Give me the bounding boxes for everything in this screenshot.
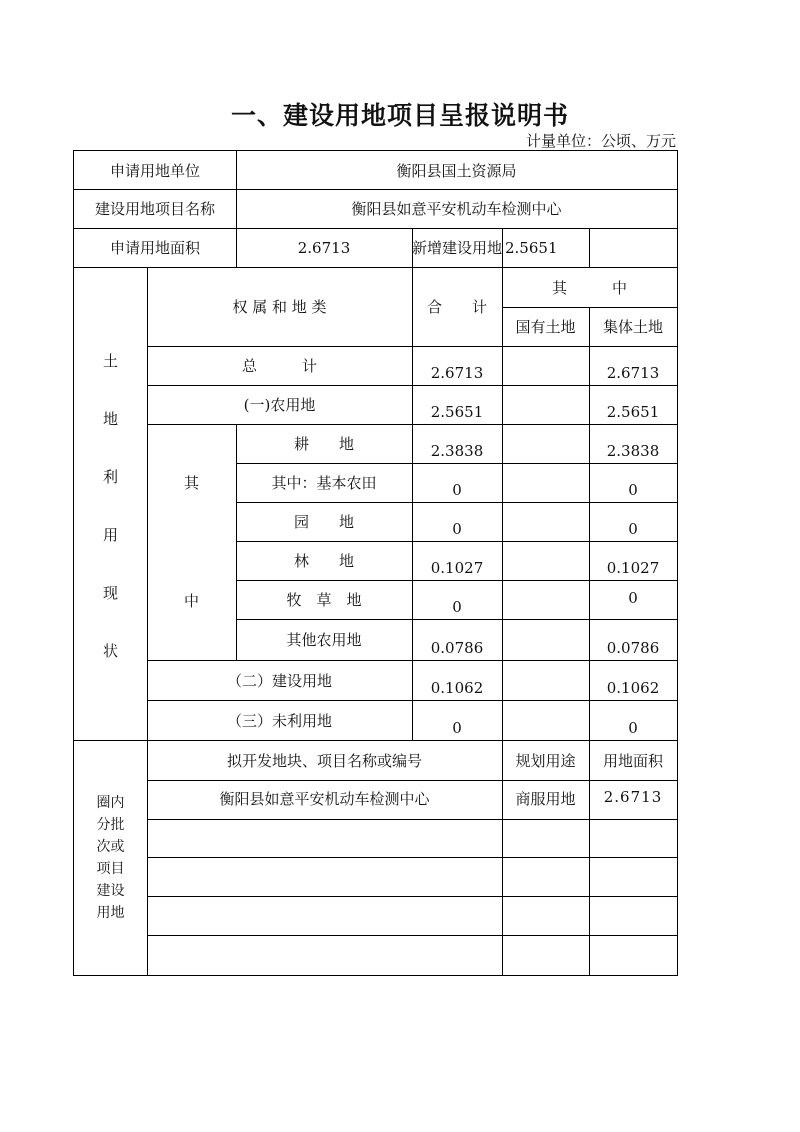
row-collective: 0.0786 [606, 639, 660, 657]
row-total: 2.5651 [430, 403, 484, 421]
new-construction-label: 新增建设用地 [412, 239, 503, 257]
batch-side-label [74, 740, 147, 975]
batch-row-area [589, 819, 677, 857]
row-state [502, 463, 589, 502]
batch-row-purpose: 商服用地 [515, 790, 576, 808]
batch-row-name: 衡阳县如意平安机动车检测中心 [219, 790, 430, 808]
row-state [502, 346, 589, 385]
batch-name-header: 拟开发地块、项目名称或编号 [226, 751, 422, 770]
row-state [502, 541, 589, 580]
applicant-value: 衡阳县国土资源局 [396, 161, 517, 180]
row-total: 0.1062 [430, 679, 484, 697]
batch-row-purpose [502, 857, 589, 896]
unit-note: 计量单位：公顷、万元 [525, 132, 676, 150]
row-total: 0.1027 [430, 559, 484, 577]
row-total: 0 [452, 598, 462, 616]
page-title: 一、建设用地项目呈报说明书 [230, 101, 569, 130]
row-state [502, 700, 589, 740]
batch-row-area: 2.6713 [603, 788, 663, 806]
row-label: (一)农用地 [243, 396, 316, 414]
new-construction-value: 2.5651 [505, 238, 558, 257]
row-state [502, 502, 589, 541]
batch-row-purpose [502, 896, 589, 935]
of-which-header: 其 中 [551, 278, 627, 297]
other-side-label [147, 424, 236, 660]
side-char: 地 [102, 410, 118, 428]
side-char: 中 [183, 592, 199, 610]
side-char: 状 [102, 642, 118, 660]
row-state [502, 385, 589, 424]
side-char: 项目 [96, 860, 125, 877]
collective-land-header: 集体土地 [602, 318, 663, 336]
batch-area-header: 用地面积 [602, 751, 663, 770]
area-value: 2.6713 [297, 238, 351, 257]
applicant-label: 申请用地单位 [109, 161, 200, 180]
batch-purpose-header: 规划用途 [515, 751, 576, 770]
row-total: 0 [452, 481, 462, 499]
side-char: 利 [102, 468, 118, 486]
side-char: 次或 [96, 838, 125, 855]
row-label: 总 计 [241, 357, 317, 375]
row-label: 耕 地 [293, 435, 354, 453]
row-total: 2.6713 [430, 364, 484, 382]
batch-row-area [589, 857, 677, 896]
side-char: 用地 [96, 904, 125, 921]
category-header: 权 属 和 地 类 [232, 298, 327, 316]
batch-row-name [147, 819, 502, 857]
row-label: （三）未利用地 [226, 711, 332, 730]
side-char: 用 [102, 526, 118, 544]
row-label: 林 地 [293, 552, 354, 570]
row-label: 园 地 [293, 513, 354, 531]
row-collective: 0 [628, 481, 638, 499]
row-collective: 2.3838 [606, 442, 660, 460]
row-state [502, 619, 589, 660]
state-land-header: 国有土地 [515, 318, 576, 336]
row-state [502, 580, 589, 619]
side-char: 建设 [96, 882, 125, 899]
row-total: 0.0786 [430, 639, 484, 657]
row-label: 其中：基本农田 [271, 474, 377, 492]
batch-row-name [147, 896, 502, 935]
row-total: 2.3838 [430, 442, 484, 460]
row-state [502, 424, 589, 463]
batch-row-purpose [502, 935, 589, 975]
batch-row-name [147, 857, 502, 896]
total-header: 合 计 [426, 298, 487, 316]
batch-row-area [589, 935, 677, 975]
side-char: 现 [102, 584, 118, 602]
row-state [502, 660, 589, 700]
row-label: 其他农用地 [286, 631, 362, 649]
row-collective: 2.6713 [606, 364, 660, 382]
project-value: 衡阳县如意平安机动车检测中心 [351, 200, 562, 218]
row-label: 牧 草 地 [286, 591, 362, 609]
row-collective: 0 [628, 719, 638, 737]
batch-row-name [147, 935, 502, 975]
side-char: 土 [102, 352, 118, 370]
side-char: 圈内 [96, 794, 125, 811]
side-char: 其 [183, 474, 199, 492]
batch-row-purpose [502, 819, 589, 857]
row-collective: 2.5651 [606, 403, 660, 421]
row-collective: 0.1062 [606, 679, 660, 697]
row-collective: 0.1027 [606, 559, 660, 577]
application-form [73, 150, 678, 976]
project-label: 建设用地项目名称 [94, 200, 215, 218]
row-label: （二）建设用地 [226, 671, 332, 690]
row-collective: 0 [628, 520, 638, 538]
row-total: 0 [452, 520, 462, 538]
side-char: 分批 [96, 816, 125, 833]
row-collective: 0 [628, 589, 638, 607]
batch-row-area [589, 896, 677, 935]
land-use-side-label [74, 331, 147, 681]
row-total: 0 [452, 719, 462, 737]
area-label: 申请用地面积 [109, 239, 200, 257]
